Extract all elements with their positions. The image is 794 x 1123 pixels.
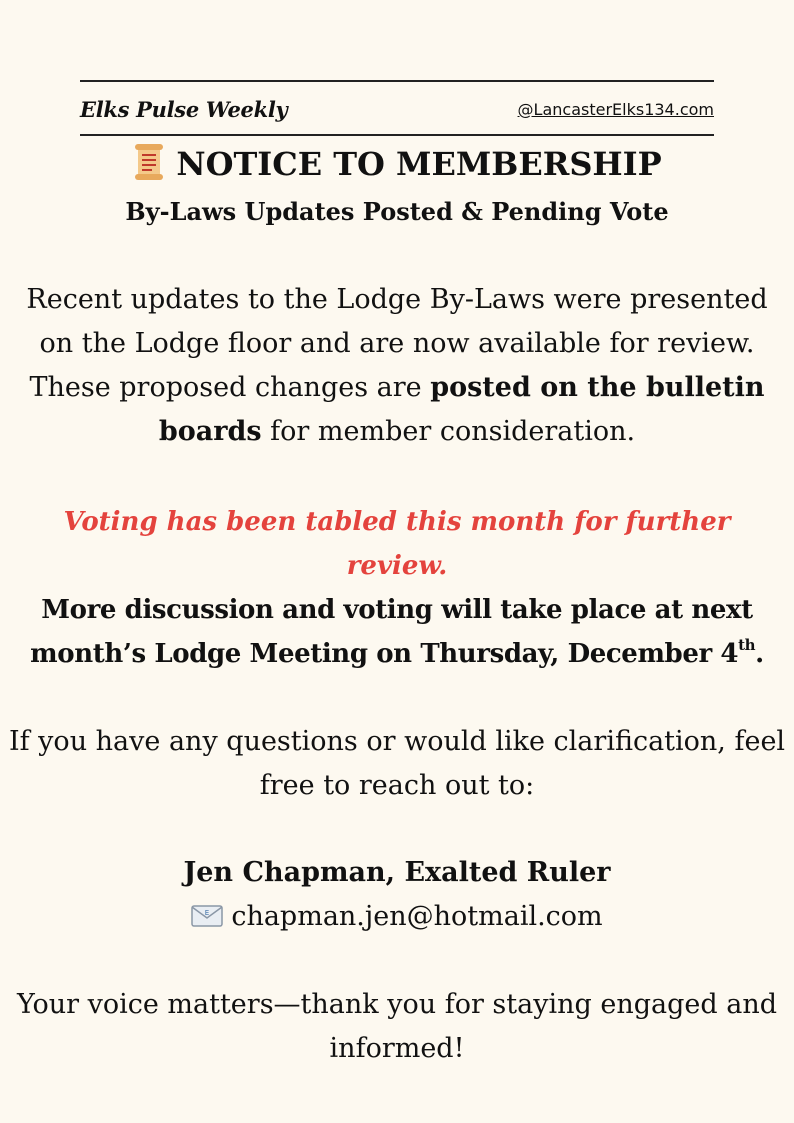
subtitle: By-Laws Updates Posted & Pending Vote [125,197,669,226]
intro-text-2: for member consideration. [261,416,636,447]
masthead-top-rule [80,80,714,82]
questions-paragraph: If you have any questions or would like clarification, feel free to reach out to: [8,726,786,801]
ordinal-suffix: th [738,636,756,654]
intro-paragraph [0,278,794,454]
contact-email-row [0,895,794,939]
next-meeting-notice [0,588,794,676]
next-meeting-text: More discussion and voting will take place at next month’s Lodge Meeting on Thursday, December 4 [30,595,753,669]
next-meeting-end: . [755,639,764,669]
title-text: NOTICE TO MEMBERSHIP [176,145,662,183]
brand-name: Elks Pulse Weekly [80,96,288,122]
masthead [80,88,714,130]
intro-text-1: Recent updates to the Lodge By-Laws were presented on the Lodge floor and are now available for review. These proposed changes are [26,284,768,403]
intro-bold-text: posted on the bulletin boards [158,372,765,447]
scroll-icon [132,143,166,181]
notice-title [0,142,794,186]
tabled-notice: Voting has been tabled this month for further review. [63,507,731,581]
contact-name: Jen Chapman, Exalted Ruler [183,857,611,888]
website-link[interactable]: @LancasterElks134.com [517,99,714,119]
contact-email[interactable]: chapman.jen@hotmail.com [231,901,603,932]
closing-message: Your voice matters—thank you for staying engaged and informed! [16,989,778,1064]
svg-text:E: E [205,909,210,917]
masthead-bottom-rule [80,134,714,136]
envelope-icon [191,905,223,927]
